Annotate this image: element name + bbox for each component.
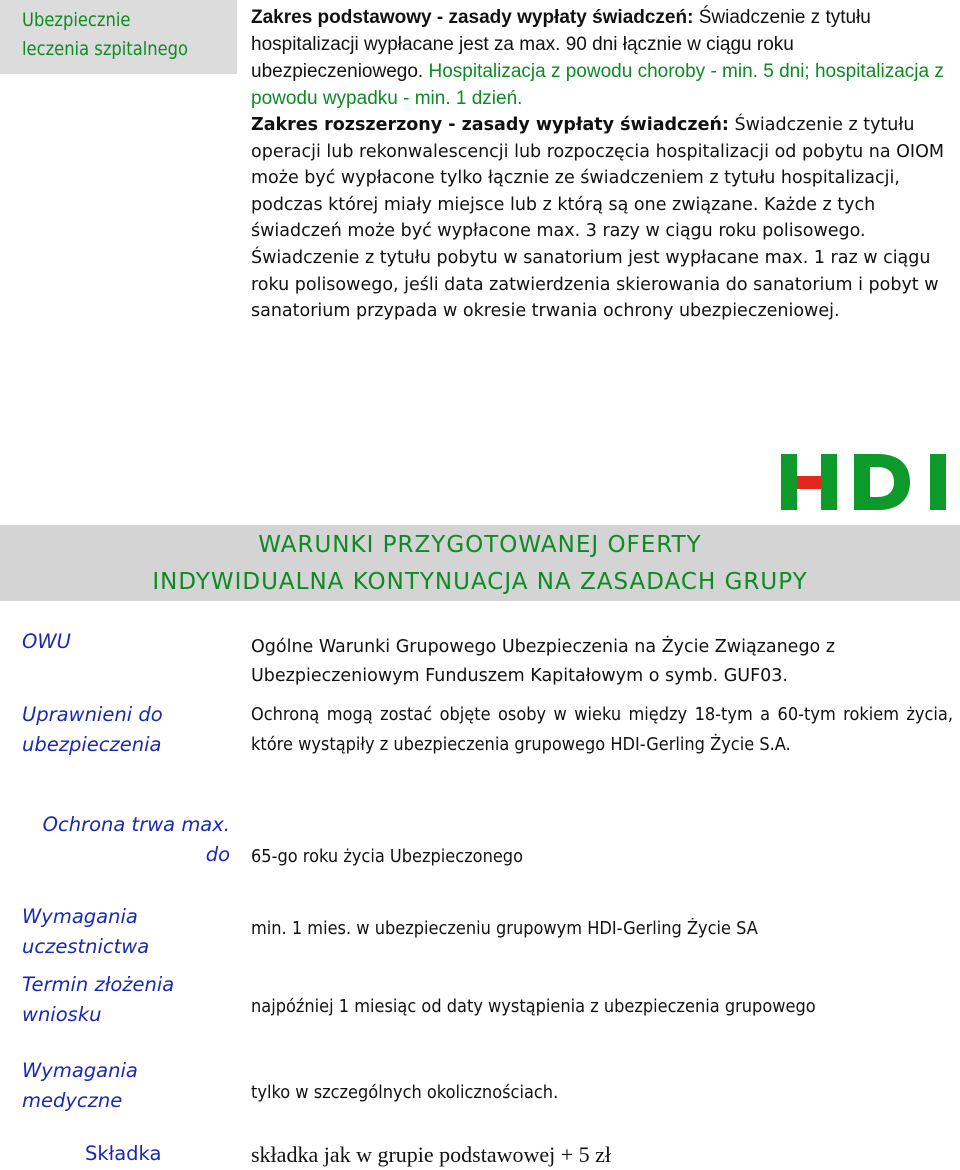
logo-d [854, 454, 910, 510]
logo-h-crossbar [797, 476, 821, 489]
medical-label: Wymagania medyczne [22, 1059, 138, 1112]
participation-label: Wymagania uczestnictwa [22, 905, 150, 958]
protection-value: 65-go roku życia Ubezpieczonego [251, 846, 524, 867]
logo-h-right-bar [821, 454, 837, 510]
owu-value: Ogólne Warunki Grupowego Ubezpieczenia na Życie Związanego z Ubezpieczeniowym Funduszem Kapitałowym o symb. GUF03. [251, 637, 836, 686]
premium-label: Składka [85, 1142, 162, 1165]
basic-scope-paragraph [251, 4, 956, 112]
extended-scope-paragraph [251, 112, 951, 325]
deadline-label: Termin złożenia wniosku [22, 973, 175, 1026]
protection-label: Ochrona trwa max. do [42, 813, 230, 866]
basic-scope-green-text: Hospitalizacja z powodu choroby - min. 5 dni; hospitalizacja z powodu wypadku - min. 1 dzień. [251, 61, 944, 109]
banner-title [0, 528, 960, 562]
banner-subtitle: INDYWIDUALNA KONTYNUACJA NA ZASADACH GRUPY [152, 569, 808, 595]
participation-value: min. 1 mies. w ubezpieczeniu grupowym HDI-Gerling Życie SA [251, 918, 758, 939]
premium-value: składka jak w grupie podstawowej + 5 zł [251, 1142, 612, 1167]
extended-scope-text: Świadczenie z tytułu operacji lub rekonwalescencji lub rozpoczęcia hospitalizacji od pobytu na OIOM może być wypłacone tylko łącznie ze świadczeniem z tytułu hospitalizacji, podczas której miały miejsce lub z którą są one związane. Każde z tych świadczeń może być wypłacone max. 3 razy w ciągu roku polisowego. Świadczenie z tytułu pobytu w sanatorium jest wypłacane max. 1 raz w ciągu roku polisowego, jeśli data zatwierdzenia skierowania do sanatorium i pobyt w sanatorium przypada w okresie trwania ochrony ubezpieczeniowej. [251, 115, 944, 322]
owu-label: OWU [22, 630, 71, 653]
eligible-label: Uprawnieni do ubezpieczenia [22, 703, 163, 756]
logo-i [930, 454, 946, 510]
deadline-value: najpóźniej 1 miesiąc od daty wystąpienia z ubezpieczenia grupowego [251, 996, 816, 1017]
extended-scope-heading: Zakres rozszerzony - zasady wypłaty świadczeń: [251, 115, 729, 135]
basic-scope-text: Świadczenie z tytułu hospitalizacji wypłacane jest za max. 90 dni łącznie w ciągu roku ubezpieczeniowego. [251, 7, 871, 82]
eligible-value: Ochroną mogą zostać objęte osoby w wieku między 18-tym a 60-tym rokiem życia, które wystąpiły z ubezpieczenia grupowego HDI-Gerling Życie S.A. [251, 704, 953, 755]
section-title: Ubezpiecznie leczenia szpitalnego [22, 9, 189, 60]
logo-h-left-bar [781, 454, 797, 510]
section-sidebar-label [0, 0, 237, 74]
medical-value: tylko w szczególnych okolicznościach. [251, 1082, 559, 1103]
basic-scope-heading: Zakres podstawowy - zasady wypłaty świadczeń: [251, 7, 694, 28]
banner-title-text: WARUNKI PRZYGOTOWANEJ OFERTY [258, 532, 702, 558]
